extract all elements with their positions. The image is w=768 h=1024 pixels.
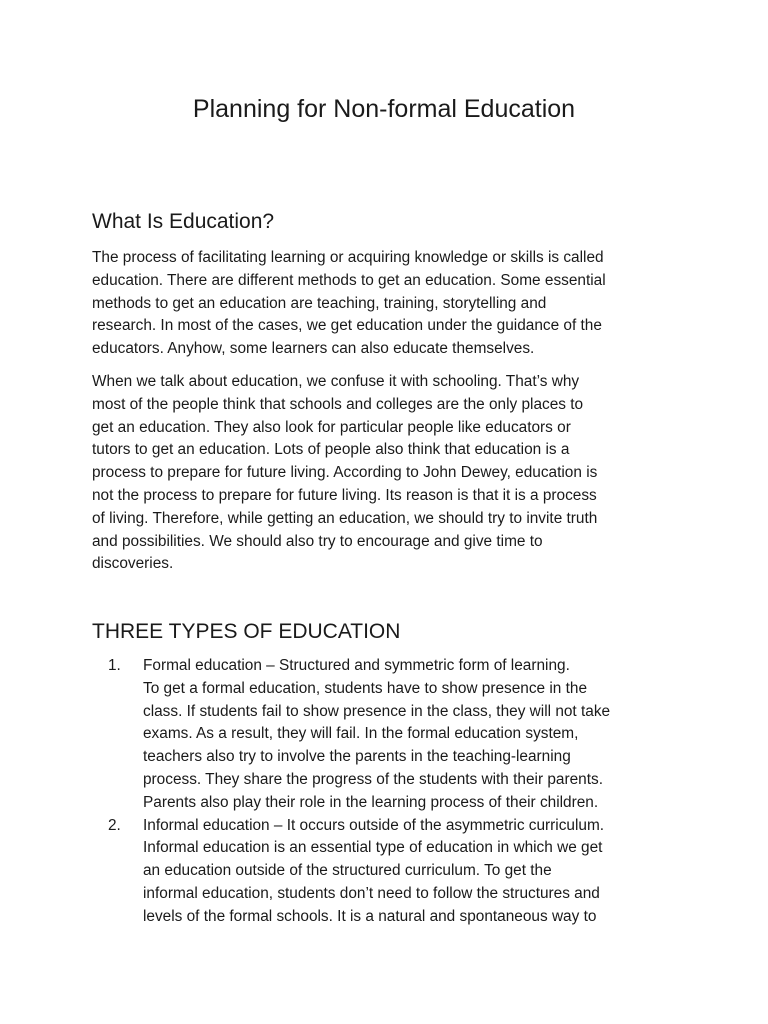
paragraph-line: When we talk about education, we confuse it with schooling. That’s why	[92, 373, 580, 390]
list-item-line: process. They share the progress of the students with their parents.	[143, 770, 603, 788]
paragraph-schooling	[92, 371, 692, 576]
list-item-formal-education	[108, 655, 698, 815]
list-item-line: informal education, students don’t need to follow the structures and	[143, 884, 600, 902]
section-heading-three-types: THREE TYPES OF EDUCATION	[92, 620, 401, 643]
paragraph-line: methods to get an education are teaching, training, storytelling and	[92, 294, 547, 312]
list-item-line: levels of the formal schools. It is a natural and spontaneous way to	[143, 907, 597, 925]
list-item-number: 1.	[108, 657, 121, 674]
list-item-line: Parents also play their role in the learning process of their children.	[143, 793, 599, 811]
list-item-line: Formal education – Structured and symmetric form of learning.	[143, 657, 570, 674]
paragraph-line: research. In most of the cases, we get education under the guidance of the	[92, 317, 602, 335]
list-item-line: exams. As a result, they will fail. In the formal education system,	[143, 725, 579, 743]
paragraph-line: not the process to prepare for future living. Its reason is that it is a process	[92, 486, 597, 504]
list-item-line: teachers also try to involve the parents in the teaching-learning	[143, 748, 571, 766]
document-title: Planning for Non-formal Education	[192, 95, 576, 123]
types-of-education-list	[108, 655, 698, 929]
paragraph-line: get an education. They also look for particular people like educators or	[92, 418, 571, 436]
list-item-informal-education	[108, 815, 698, 929]
paragraph-line: process to prepare for future living. According to John Dewey, education is	[92, 464, 598, 482]
paragraph-line: educators. Anyhow, some learners can also educate themselves.	[92, 340, 535, 358]
paragraph-line: of living. Therefore, while getting an education, we should try to invite truth	[92, 509, 598, 527]
section-heading-what-is-education: What Is Education?	[92, 210, 275, 233]
list-item-line: Informal education – It occurs outside of the asymmetric curriculum.	[143, 816, 605, 834]
paragraph-line: The process of facilitating learning or acquiring knowledge or skills is called	[92, 249, 604, 266]
paragraph-line: education. There are different methods to get an education. Some essential	[92, 271, 606, 289]
paragraph-definition	[92, 247, 692, 361]
list-item-number: 2.	[108, 816, 121, 834]
paragraph-line: most of the people think that schools and colleges are the only places to	[92, 395, 584, 413]
paragraph-line: and possibilities. We should also try to encourage and give time to	[92, 532, 543, 550]
list-item-line: Informal education is an essential type of education in which we get	[143, 839, 603, 857]
paragraph-line: discoveries.	[92, 555, 174, 573]
list-item-line: class. If students fail to show presence in the class, they will not take	[143, 702, 611, 720]
list-item-line: To get a formal education, students have to show presence in the	[143, 679, 588, 697]
list-item-line: an education outside of the structured curriculum. To get the	[143, 862, 552, 880]
paragraph-line: tutors to get an education. Lots of people also think that education is a	[92, 441, 570, 459]
